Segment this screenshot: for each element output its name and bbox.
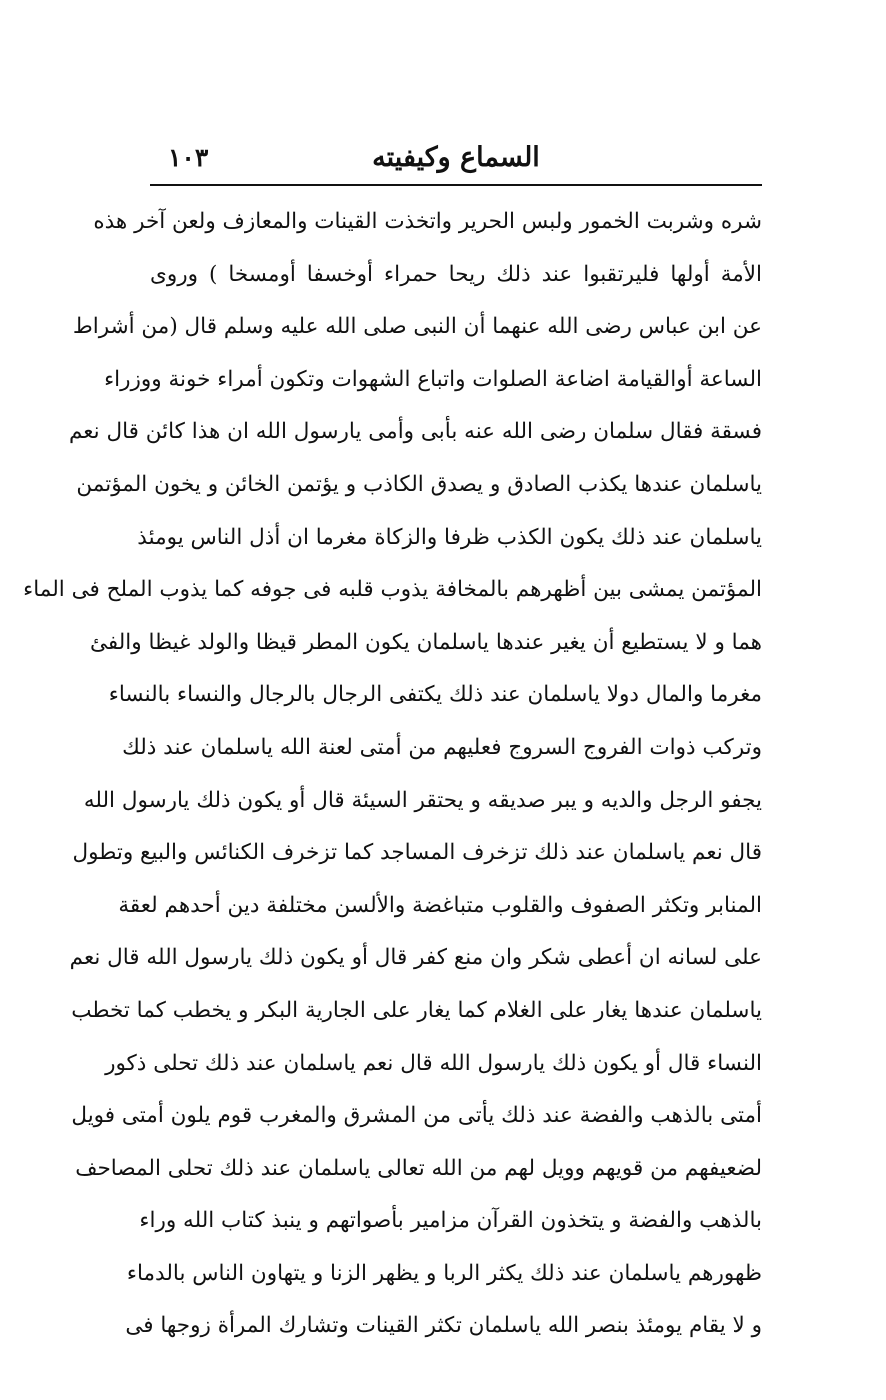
text-line: النساء قال أو يكون ذلك يارسول الله قال نعم ياسلمان عند ذلك تحلى ذكور bbox=[105, 1050, 762, 1076]
text-line: يجفو الرجل والديه و يبر صديقه و يحتقر السيئة قال أو يكون ذلك يارسول الله bbox=[83, 787, 762, 813]
text-line: ياسلمان عندها يكذب الصادق و يصدق الكاذب و يؤتمن الخائن و يخون المؤتمن bbox=[76, 471, 762, 497]
text-line: على لسانه ان أعطى شكر وان منع كفر قال أو يكون ذلك يارسول الله قال نعم bbox=[69, 945, 762, 971]
text-line: مغرما والمال دولا ياسلمان عند ذلك يكتفى الرجال بالرجال والنساء بالنساء bbox=[108, 682, 762, 708]
text-line: لضعيفهم من قويهم وويل لهم من الله تعالى ياسلمان عند ذلك تحلى المصاحف bbox=[75, 1155, 762, 1181]
text-line: هما و لا يستطيع أن يغير عندها ياسلمان يكون المطر قيظا والولد غيظا والفئ bbox=[89, 629, 762, 655]
text-line: المنابر وتكثر الصفوف والقلوب متباغضة والألسن مختلفة دين أحدهم لعقة bbox=[118, 892, 762, 918]
text-line: الساعة أوالقيامة اضاعة الصلوات واتباع الشهوات وتكون أمراء خونة ووزراء bbox=[104, 366, 762, 392]
text-line: ظهورهم ياسلمان عند ذلك يكثر الربا و يظهر الزنا و يتهاون الناس بالدماء bbox=[126, 1260, 762, 1286]
body-text bbox=[23, 196, 762, 1353]
text-line: شره وشربت الخمور ولبس الحرير واتخذت القينات والمعازف ولعن آخر هذه bbox=[93, 209, 762, 234]
text-line: عن ابن عباس رضى الله عنهما أن النبى صلى الله عليه وسلم قال (من أشراط bbox=[72, 314, 762, 340]
page-number: ١٠٣ bbox=[168, 143, 209, 172]
page-header bbox=[150, 138, 762, 182]
text-line: فسقة فقال سلمان رضى الله عنه بأبى وأمى يارسول الله ان هذا كائن قال نعم bbox=[68, 419, 762, 445]
text-line: المؤتمن يمشى بين أظهرهم بالمخافة يذوب قلبه فى جوفه كما يذوب الملح فى الماء bbox=[23, 577, 762, 603]
text-line: ياسلمان عندها يغار على الغلام كما يغار على الجارية البكر و يخطب كما تخطب bbox=[71, 997, 762, 1023]
text-line: ياسلمان عند ذلك يكون الكذب ظرفا والزكاة مغرما ان أذل الناس يومئذ bbox=[137, 524, 762, 550]
text-line: قال نعم ياسلمان عند ذلك تزخرف المساجد كما تزخرف الكنائس والبيع وتطول bbox=[72, 840, 762, 866]
text-line: الأمة أولها فليرتقبوا عند ذلك ريحا حمراء أوخسفا أومسخا ) وروى bbox=[150, 261, 762, 287]
text-line: و لا يقام يومئذ بنصر الله ياسلمان تكثر القينات وتشارك المرأة زوجها فى bbox=[125, 1313, 762, 1339]
header-rule bbox=[150, 184, 762, 186]
text-line: وتركب ذوات الفروج السروج فعليهم من أمتى لعنة الله ياسلمان عند ذلك bbox=[122, 734, 762, 760]
text-line: بالذهب والفضة و يتخذون القرآن مزامير بأصواتهم و ينبذ كتاب الله وراء bbox=[139, 1208, 762, 1234]
text-line: أمتى بالذهب والفضة عند ذلك يأتى من المشرق والمغرب قوم يلون أمتى فويل bbox=[71, 1103, 762, 1129]
running-title: السماع وكيفيته bbox=[372, 142, 540, 173]
